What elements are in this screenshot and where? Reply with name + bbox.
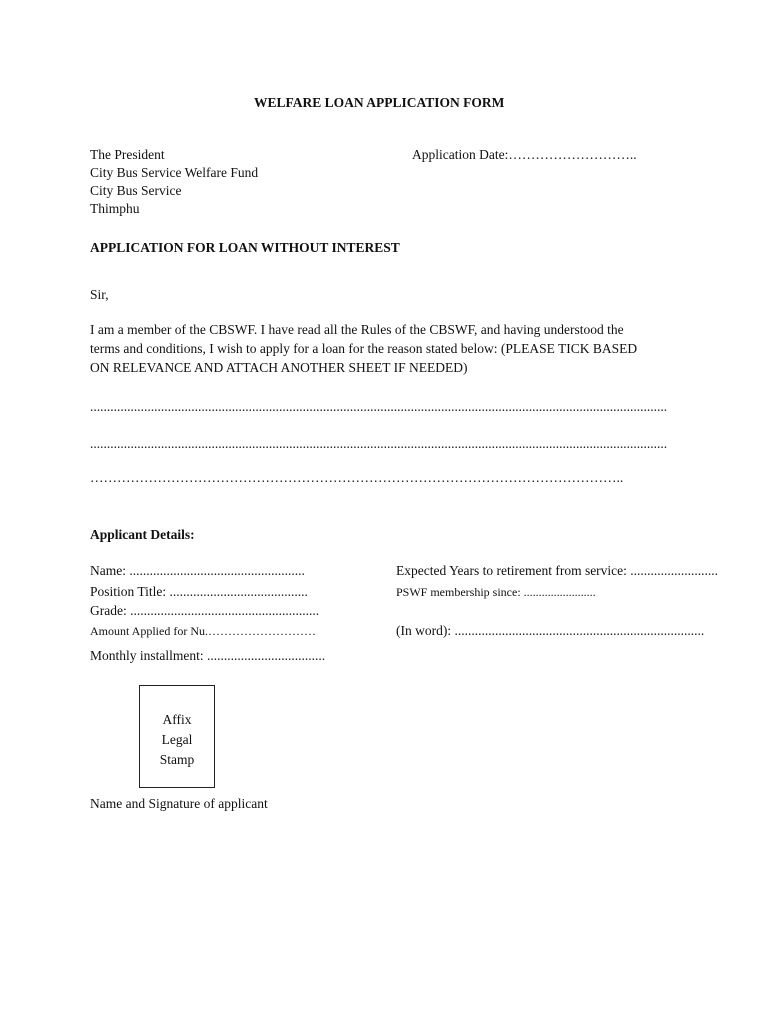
salutation: Sir,	[90, 287, 109, 302]
monthly-installment-field[interactable]: Monthly installment: ...................................	[90, 648, 326, 663]
body-line-2: terms and conditions, I wish to apply for a loan for the reason stated below: (PLEASE TICK BASED	[90, 341, 638, 356]
body-line-3: ON RELEVANCE AND ATTACH ANOTHER SHEET IF NEEDED)	[90, 360, 468, 375]
address-line-3: City Bus Service	[90, 183, 182, 198]
stamp-label-stamp: Stamp	[159, 752, 195, 767]
body-line-1: I am a member of the CBSWF. I have read all the Rules of the CBSWF, and having understood the	[90, 322, 624, 337]
amount-in-word-field[interactable]: (In word): ..........................................................................	[396, 623, 705, 638]
pswf-membership-field[interactable]: PSWF membership since: ........................	[396, 585, 596, 599]
amount-applied-field[interactable]: Amount Applied for Nu.………………………	[90, 624, 316, 638]
applicant-details-heading: Applicant Details:	[90, 527, 195, 542]
reason-line-1[interactable]: ...........................................................................................................................................................................	[90, 399, 668, 414]
address-line-4: Thimphu	[90, 201, 140, 216]
expected-years-field[interactable]: Expected Years to retirement from service: ..........................	[396, 563, 719, 578]
subject-heading: APPLICATION FOR LOAN WITHOUT INTEREST	[90, 240, 400, 255]
address-line-2: City Bus Service Welfare Fund	[90, 165, 259, 180]
signature-label: Name and Signature of applicant	[90, 796, 268, 811]
address-line-1: The President	[90, 147, 165, 162]
reason-line-3[interactable]: ………………………………………………………………………………………………………..	[90, 470, 624, 485]
name-field[interactable]: Name: ....................................................	[90, 563, 305, 578]
stamp-label-affix: Affix	[162, 712, 192, 727]
grade-field[interactable]: Grade: ........................................................	[90, 603, 320, 618]
stamp-label-legal: Legal	[161, 732, 193, 747]
legal-stamp-box	[139, 685, 215, 788]
form-title: WELFARE LOAN APPLICATION FORM	[254, 95, 505, 110]
application-date-field[interactable]: Application Date:………………………..	[412, 147, 637, 162]
reason-line-2[interactable]: ...........................................................................................................................................................................	[90, 436, 668, 451]
position-title-field[interactable]: Position Title: .........................................	[90, 584, 308, 599]
